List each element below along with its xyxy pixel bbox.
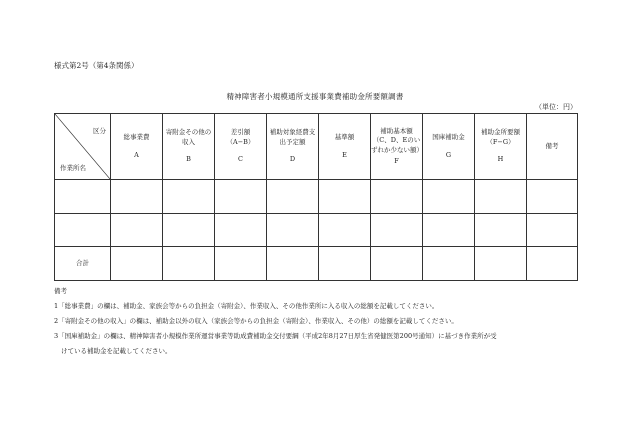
header-donations [163,114,215,180]
table-cell[interactable] [267,247,319,281]
table-cell[interactable] [423,180,475,214]
table-cell[interactable] [111,214,163,247]
header-letter: D [289,155,296,164]
unit-label: （単位：円） [535,103,577,111]
header-label: 国庫補助金 [432,133,465,142]
header-letter: H [497,155,504,164]
notes-section [54,284,589,359]
header-standard-amount [319,114,371,180]
table-cell[interactable] [163,214,215,247]
header-letter: E [342,150,347,159]
corner-label-workshop: 作業所名 [60,164,86,172]
header-label: 総事業費 [123,133,150,142]
corner-label-category: 区分 [93,127,106,135]
table-cell[interactable] [267,214,319,247]
table-cell[interactable] [319,180,371,214]
table-cell[interactable] [267,180,319,214]
header-label: 差引額 [230,128,251,137]
header-label: 補助対象経費支出予定額 [269,128,316,146]
table-cell[interactable] [111,247,163,281]
document-title: 精神障害者小規模通所支援事業費補助金所要額調書 [226,92,404,101]
table-cell[interactable] [215,247,267,281]
notes-heading: 備考 [54,287,67,295]
table-cell[interactable] [527,180,578,214]
total-row [55,247,578,281]
table-cell[interactable] [163,180,215,214]
table-cell[interactable] [215,214,267,247]
header-label: 基準額 [334,133,355,142]
note-item: 3「国庫補助金」の欄は、精神障害者小規模作業所運営事業等助成費補助金交付要綱（平成2年8月27日厚生省発健医第200号通知）に基づき作業所が受 [54,332,497,340]
table-cell[interactable] [371,214,423,247]
header-label: 備考 [545,141,559,150]
budget-table [54,113,578,281]
header-row [55,114,578,180]
table-cell[interactable] [319,214,371,247]
form-number: 様式第2号（第4条関係） [54,61,139,70]
total-label: 合計 [55,247,111,281]
table-cell[interactable] [423,247,475,281]
table-cell[interactable] [371,180,423,214]
note-item: 2「寄附金その他の収入」の欄は、補助金以外の収入（家族会等からの負担金（寄附金）、作業収入、その他）の総額を記載してください。 [54,317,458,325]
header-label: 補助基本額 [380,126,413,135]
table-cell[interactable] [163,247,215,281]
header-letter: B [186,155,191,164]
table-cell[interactable] [475,214,527,247]
note-item-continuation: けている補助金を記載してください。 [61,347,172,355]
header-national-subsidy [423,114,475,180]
table-row [55,180,578,214]
header-difference [215,114,267,180]
header-label: 補助金所要額 [481,128,520,137]
header-sub: （C、D、Eのいずれか少ない額） [371,136,423,154]
table-cell[interactable] [215,180,267,214]
header-sub: （F−G） [486,137,515,146]
table-cell[interactable] [371,247,423,281]
table-cell[interactable] [55,180,111,214]
table-row [55,214,578,247]
table-cell[interactable] [55,214,111,247]
table-cell[interactable] [111,180,163,214]
header-letter: C [238,155,243,164]
table-cell[interactable] [475,180,527,214]
header-label: 寄附金その他の収入 [165,128,212,146]
header-letter: F [394,156,399,165]
header-total-cost [111,114,163,180]
table-cell[interactable] [527,247,578,281]
header-remarks [527,114,578,180]
header-letter: G [445,150,452,159]
corner-cell [55,114,111,180]
header-base-amount [371,114,423,180]
header-sub: （A−B） [226,137,255,146]
header-eligible-expense [267,114,319,180]
table-cell[interactable] [319,247,371,281]
table-cell[interactable] [475,247,527,281]
note-item: 1「総事業費」の欄は、補助金、家族会等からの負担金（寄附金）、作業収入、その他作業所に入る収入の総額を記載してください。 [54,302,439,310]
table-cell[interactable] [423,214,475,247]
table-cell[interactable] [527,214,578,247]
header-letter: A [134,150,139,159]
header-required-amount [475,114,527,180]
